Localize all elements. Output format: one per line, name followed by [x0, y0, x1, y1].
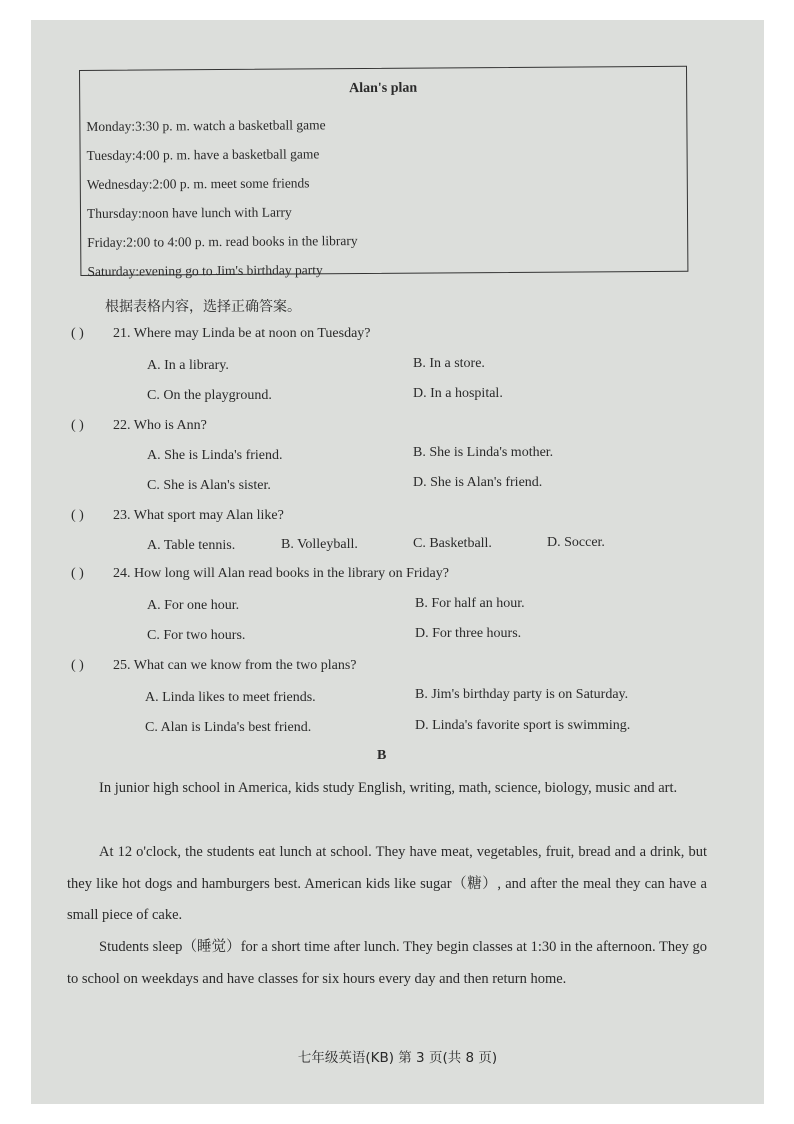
paragraph-text: Students sleep（睡觉）for a short time after lunch. They begin classes at 1:30 in the afternoon. They go to school on weekdays and have classes for six hours every day and then return home. [67, 939, 707, 987]
passage-paragraph-3 [67, 932, 707, 995]
question-24 [71, 566, 449, 582]
plan-title: Alan's plan [349, 80, 418, 97]
option-d: D. She is Alan's friend. [413, 475, 543, 490]
option-b: B. Jim's birthday party is on Saturday. [415, 687, 629, 702]
answer-blank[interactable]: ( ) [71, 418, 84, 433]
option-a: A. In a library. [147, 358, 229, 373]
option-c: C. Basketball. [413, 536, 492, 551]
option-d: D. Linda's favorite sport is swimming. [415, 718, 631, 733]
option-c: C. On the playground. [147, 388, 272, 403]
option-c: C. Alan is Linda's best friend. [145, 720, 312, 735]
passage-paragraph-2 [67, 837, 707, 932]
answer-blank[interactable]: ( ) [71, 508, 84, 523]
option-a: A. Linda likes to meet friends. [145, 690, 316, 705]
plan-row-wednesday: Wednesday:2:00 p. m. meet some friends [86, 175, 310, 192]
instruction-text: 根据表格内容，选择正确答案。 [105, 299, 301, 315]
question-text: 23. What sport may Alan like? [113, 508, 284, 523]
option-b: B. In a store. [413, 356, 485, 371]
answer-blank[interactable]: ( ) [71, 566, 84, 581]
plan-row-friday: Friday:2:00 to 4:00 p. m. read books in the library [87, 233, 358, 250]
plan-row-tuesday: Tuesday:4:00 p. m. have a basketball game [86, 146, 320, 163]
option-d: D. In a hospital. [413, 386, 503, 401]
question-text: 21. Where may Linda be at noon on Tuesday? [113, 326, 371, 341]
option-d: D. Soccer. [547, 535, 605, 550]
answer-blank[interactable]: ( ) [71, 658, 84, 673]
option-b: B. She is Linda's mother. [413, 445, 554, 460]
question-22 [71, 418, 207, 434]
passage-paragraph-1 [67, 773, 707, 805]
exam-page [31, 20, 764, 1104]
option-a: A. Table tennis. [147, 538, 236, 553]
paragraph-text: In junior high school in America, kids study English, writing, math, science, biology, music and art. [99, 780, 678, 796]
plan-row-monday: Monday:3:30 p. m. watch a basketball game [86, 117, 326, 134]
question-text: 24. How long will Alan read books in the library on Friday? [113, 566, 449, 581]
option-c: C. She is Alan's sister. [147, 478, 271, 493]
option-a: A. She is Linda's friend. [147, 448, 283, 463]
alans-plan-table [79, 66, 688, 279]
page-footer: 七年级英语(KB) 第 3 页(共 8 页) [297, 1050, 498, 1066]
plan-row-saturday: Saturday:evening go to Jim's birthday party [87, 262, 323, 279]
question-21 [71, 326, 371, 342]
plan-row-thursday: Thursday:noon have lunch with Larry [86, 204, 292, 221]
option-b: B. Volleyball. [281, 537, 358, 552]
question-text: 25. What can we know from the two plans? [113, 658, 357, 673]
section-b-heading: B [377, 748, 387, 763]
answer-blank[interactable]: ( ) [71, 326, 84, 341]
paragraph-text: At 12 o'clock, the students eat lunch at school. They have meat, vegetables, fruit, bread and a drink, but they like hot dogs and hamburgers best. American kids like sugar（糖）, and after the meal they can have a small piece of cake. [67, 844, 707, 923]
question-25 [71, 658, 357, 674]
option-a: A. For one hour. [147, 598, 240, 613]
option-d: D. For three hours. [415, 626, 522, 641]
question-23 [71, 508, 284, 524]
option-c: C. For two hours. [147, 628, 246, 643]
question-text: 22. Who is Ann? [113, 418, 207, 433]
option-b: B. For half an hour. [415, 596, 525, 611]
